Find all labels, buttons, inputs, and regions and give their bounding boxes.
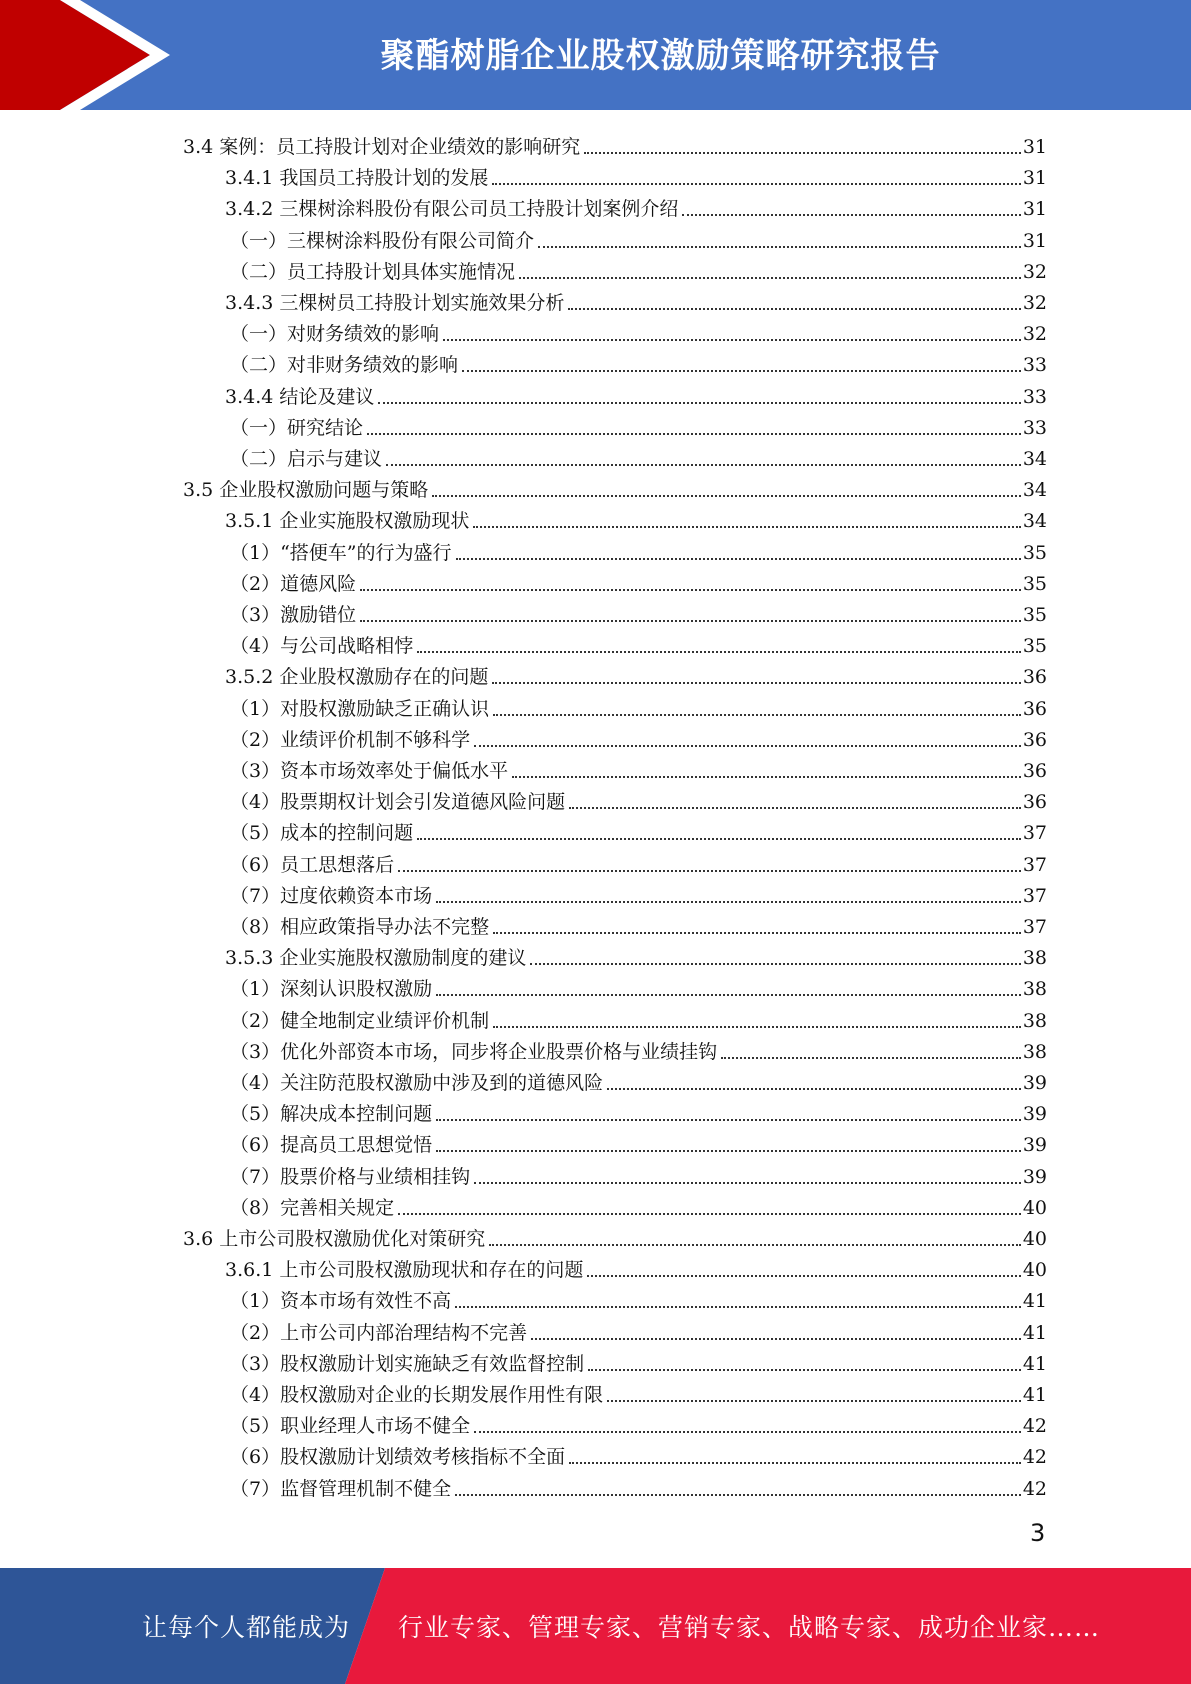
- toc-entry-title: （5）职业经理人市场不健全: [230, 1415, 471, 1438]
- toc-entry-title: （2）道德风险: [230, 572, 357, 595]
- toc-entry-title: （8）完善相关规定: [230, 1196, 395, 1219]
- toc-entry-page: 34: [1022, 479, 1047, 502]
- toc-entry-page: 33: [1022, 354, 1047, 377]
- toc-entry-page: 41: [1022, 1321, 1047, 1344]
- toc-entry[interactable]: [230, 783, 1047, 814]
- toc-entry-title: （4）股票期权计划会引发道德风险问题: [230, 791, 566, 814]
- toc-entry[interactable]: [230, 877, 1047, 908]
- toc-entry-page: 39: [1022, 1134, 1047, 1157]
- toc-dot-leader: [474, 1431, 1021, 1433]
- toc-entry-page: 31: [1022, 167, 1047, 190]
- toc-entry[interactable]: [230, 814, 1047, 845]
- toc-entry[interactable]: [230, 1002, 1047, 1033]
- page-number: 3: [1030, 1519, 1046, 1547]
- toc-entry[interactable]: [230, 690, 1047, 721]
- toc-entry[interactable]: [230, 752, 1047, 783]
- toc-dot-leader: [531, 1338, 1021, 1340]
- toc-entry-page: 35: [1022, 572, 1047, 595]
- toc-dot-leader: [607, 1088, 1021, 1090]
- toc-entry-page: 42: [1022, 1415, 1047, 1438]
- toc-entry-title: （1）资本市场有效性不高: [230, 1290, 452, 1313]
- toc-entry-title: 3.4.1 我国员工持股计划的发展: [225, 167, 489, 190]
- toc-entry-title: （3）优化外部资本市场，同步将企业股票价格与业绩挂钩: [230, 1040, 718, 1063]
- toc-entry[interactable]: [230, 1438, 1047, 1469]
- toc-entry[interactable]: [230, 908, 1047, 939]
- toc-dot-leader: [436, 901, 1021, 903]
- toc-dot-leader: [360, 620, 1021, 622]
- toc-entry[interactable]: [230, 346, 1047, 377]
- toc-entry-page: 39: [1022, 1103, 1047, 1126]
- toc-entry[interactable]: [230, 1282, 1047, 1313]
- toc-dot-leader: [455, 1494, 1021, 1496]
- toc-entry-title: 3.4.3 三棵树员工持股计划实施效果分析: [225, 292, 565, 314]
- toc-entry-page: 37: [1022, 853, 1047, 876]
- toc-dot-leader: [367, 433, 1021, 435]
- toc-entry-page: 33: [1022, 385, 1047, 408]
- toc-entry-title: 3.5.1 企业实施股权激励现状: [225, 510, 470, 533]
- toc-dot-leader: [682, 214, 1020, 216]
- toc-entry-title: （1）对股权激励缺乏正确认识: [230, 697, 490, 720]
- toc-dot-leader: [721, 1057, 1021, 1059]
- toc-dot-leader: [519, 277, 1021, 279]
- toc-entry-page: 38: [1022, 1009, 1047, 1032]
- toc-entry[interactable]: [230, 440, 1047, 471]
- toc-entry-page: 38: [1022, 978, 1047, 1001]
- toc-dot-leader: [398, 1213, 1021, 1215]
- toc-entry[interactable]: [230, 1345, 1047, 1376]
- toc-dot-leader: [473, 526, 1020, 528]
- toc-entry-title: 3.6.1 上市公司股权激励现状和存在的问题: [225, 1259, 584, 1282]
- toc-entry-title: （一）对财务绩效的影响: [230, 323, 440, 346]
- toc-entry-title: （一）三棵树涂料股份有限公司简介: [230, 229, 535, 252]
- toc-dot-leader: [569, 1462, 1021, 1464]
- toc-entry[interactable]: [230, 627, 1047, 658]
- toc-entry[interactable]: [230, 721, 1047, 752]
- toc-dot-leader: [492, 682, 1020, 684]
- toc-dot-leader: [492, 183, 1020, 185]
- toc-dot-leader: [436, 994, 1021, 996]
- toc-entry[interactable]: [225, 1251, 1047, 1282]
- toc-entry[interactable]: [230, 1314, 1047, 1345]
- toc-dot-leader: [493, 714, 1021, 716]
- toc-entry-page: 34: [1022, 448, 1047, 470]
- toc-entry-title: （二）员工持股计划具体实施情况: [230, 260, 516, 283]
- toc-entry[interactable]: [230, 565, 1047, 596]
- toc-entry[interactable]: [230, 1376, 1047, 1407]
- toc-dot-leader: [538, 246, 1021, 248]
- toc-entry-title: 3.5.3 企业实施股权激励制度的建议: [225, 947, 527, 970]
- toc-dot-leader: [493, 1026, 1021, 1028]
- toc-entry-page: 31: [1022, 198, 1047, 221]
- toc-entry-title: （1）“搭便车”的行为盛行: [230, 541, 452, 564]
- toc-entry-page: 36: [1022, 666, 1047, 689]
- toc-dot-leader: [588, 1369, 1021, 1371]
- toc-entry[interactable]: [230, 222, 1047, 253]
- footer-banner: [0, 1568, 1191, 1684]
- toc-entry-page: 39: [1022, 1165, 1047, 1188]
- toc-entry-page: 35: [1022, 604, 1047, 626]
- toc-entry-title: （6）股权激励计划绩效考核指标不全面: [230, 1446, 566, 1469]
- toc-entry-page: 39: [1022, 1072, 1047, 1094]
- toc-entry-page: 34: [1022, 510, 1047, 533]
- toc-entry-page: 36: [1022, 697, 1047, 720]
- toc-entry-page: 40: [1022, 1228, 1047, 1250]
- toc-dot-leader: [489, 1244, 1021, 1246]
- toc-entry-page: 37: [1022, 916, 1047, 938]
- toc-entry[interactable]: [230, 534, 1047, 565]
- toc-dot-leader: [417, 838, 1021, 840]
- toc-entry-page: 40: [1022, 1196, 1047, 1219]
- toc-entry-page: 38: [1022, 1040, 1047, 1063]
- toc-entry-title: （7）过度依赖资本市场: [230, 884, 433, 907]
- toc-entry-title: （一）研究结论: [230, 416, 364, 439]
- toc-entry-title: （1）深刻认识股权激励: [230, 978, 433, 1001]
- report-title: 聚酯树脂企业股权激励策略研究报告: [380, 36, 941, 76]
- toc-entry-page: 42: [1022, 1477, 1047, 1500]
- toc-dot-leader: [386, 464, 1021, 466]
- toc-entry[interactable]: [183, 128, 1047, 159]
- toc-entry[interactable]: [225, 939, 1047, 970]
- toc-dot-leader: [436, 1150, 1021, 1152]
- toc-entry-page: 38: [1022, 947, 1047, 970]
- toc-entry[interactable]: [230, 970, 1047, 1001]
- toc-entry[interactable]: [225, 190, 1047, 221]
- toc-entry[interactable]: [230, 1064, 1047, 1095]
- toc-entry-page: 40: [1022, 1259, 1047, 1282]
- toc-entry-title: （二）对非财务绩效的影响: [230, 354, 459, 377]
- toc-entry-page: 35: [1022, 635, 1047, 658]
- toc-entry[interactable]: [230, 1095, 1047, 1126]
- toc-entry-page: 31: [1022, 229, 1047, 252]
- toc-entry[interactable]: [230, 315, 1047, 346]
- toc-entry-title: 3.6 上市公司股权激励优化对策研究: [183, 1228, 486, 1250]
- toc-entry[interactable]: [183, 1220, 1047, 1251]
- toc-entry-title: （2）上市公司内部治理结构不完善: [230, 1321, 528, 1344]
- toc-entry-title: （4）与公司战略相悖: [230, 635, 414, 658]
- toc-entry[interactable]: [183, 471, 1047, 502]
- toc-entry-title: （4）关注防范股权激励中涉及到的道德风险: [230, 1072, 604, 1094]
- toc-entry[interactable]: [230, 253, 1047, 284]
- toc-dot-leader: [360, 589, 1021, 591]
- toc-dot-leader: [462, 370, 1021, 372]
- toc-dot-leader: [530, 963, 1020, 965]
- toc-dot-leader: [432, 495, 1021, 497]
- toc-dot-leader: [443, 339, 1021, 341]
- toc-entry[interactable]: [225, 502, 1047, 533]
- toc-entry-title: （3）资本市场效率处于偏低水平: [230, 760, 509, 782]
- toc-dot-leader: [569, 807, 1021, 809]
- toc-entry-title: （2）健全地制定业绩评价机制: [230, 1009, 490, 1032]
- toc-entry[interactable]: [225, 378, 1047, 409]
- toc-dot-leader: [378, 402, 1020, 404]
- toc-entry-title: 3.5.2 企业股权激励存在的问题: [225, 666, 489, 689]
- toc-entry-title: （3）激励错位: [230, 604, 357, 626]
- toc-entry-title: 3.5 企业股权激励问题与策略: [183, 479, 429, 502]
- toc-dot-leader: [455, 1306, 1021, 1308]
- footer-slogan-left: 让每个人都能成为: [142, 1613, 351, 1642]
- toc-entry-title: 3.4.2 三棵树涂料股份有限公司员工持股计划案例介绍: [225, 198, 679, 221]
- toc-entry-title: （8）相应政策指导办法不完整: [230, 916, 490, 938]
- toc-entry-page: 31: [1022, 136, 1047, 158]
- toc-entry-title: （5）解决成本控制问题: [230, 1103, 433, 1126]
- toc-entry-title: 3.4.4 结论及建议: [225, 385, 375, 408]
- toc-entry-page: 36: [1022, 728, 1047, 751]
- toc-entry-title: （6）员工思想落后: [230, 853, 395, 876]
- toc-entry-page: 36: [1022, 760, 1047, 782]
- toc-entry[interactable]: [230, 1126, 1047, 1157]
- toc-entry-title: （7）监督管理机制不健全: [230, 1477, 452, 1500]
- toc-dot-leader: [474, 1182, 1021, 1184]
- toc-entry[interactable]: [230, 1033, 1047, 1064]
- toc-entry-title: （2）业绩评价机制不够科学: [230, 728, 471, 751]
- toc-dot-leader: [456, 558, 1021, 560]
- toc-entry-page: 33: [1022, 416, 1047, 439]
- toc-entry[interactable]: [230, 1158, 1047, 1189]
- toc-entry[interactable]: [225, 658, 1047, 689]
- toc-entry[interactable]: [230, 1470, 1047, 1501]
- toc-entry[interactable]: [230, 596, 1047, 627]
- toc-dot-leader: [587, 1275, 1020, 1277]
- toc-entry[interactable]: [225, 159, 1047, 190]
- toc-entry-page: 41: [1022, 1352, 1047, 1375]
- toc-entry-title: 3.4 案例：员工持股计划对企业绩效的影响研究: [183, 136, 581, 158]
- toc-entry-title: （6）提高员工思想觉悟: [230, 1134, 433, 1157]
- toc-entry-title: （5）成本的控制问题: [230, 822, 414, 845]
- toc-entry[interactable]: [225, 284, 1047, 315]
- toc-entry-page: 32: [1022, 260, 1047, 283]
- toc-entry[interactable]: [230, 1407, 1047, 1438]
- toc-entry-page: 41: [1022, 1384, 1047, 1406]
- toc-dot-leader: [398, 870, 1021, 872]
- toc-dot-leader: [512, 776, 1021, 778]
- toc-entry-title: （7）股票价格与业绩相挂钩: [230, 1165, 471, 1188]
- toc-entry[interactable]: [230, 409, 1047, 440]
- toc-entry-page: 35: [1022, 541, 1047, 564]
- toc-dot-leader: [607, 1400, 1021, 1402]
- toc-entry-page: 37: [1022, 822, 1047, 845]
- toc-entry-page: 32: [1022, 323, 1047, 346]
- toc-dot-leader: [493, 932, 1021, 934]
- toc-dot-leader: [584, 152, 1021, 154]
- toc-entry-title: （二）启示与建议: [230, 448, 383, 470]
- toc-dot-leader: [568, 308, 1020, 310]
- toc-entry-title: （4）股权激励对企业的长期发展作用性有限: [230, 1384, 604, 1406]
- toc-entry-page: 32: [1022, 292, 1047, 314]
- toc-entry[interactable]: [230, 1189, 1047, 1220]
- toc-entry-page: 36: [1022, 791, 1047, 814]
- toc-entry-page: 42: [1022, 1446, 1047, 1469]
- toc-dot-leader: [417, 651, 1021, 653]
- toc-entry[interactable]: [230, 846, 1047, 877]
- toc-entry-page: 37: [1022, 884, 1047, 907]
- toc-entry-title: （3）股权激励计划实施缺乏有效监督控制: [230, 1352, 585, 1375]
- header-banner: [0, 0, 1191, 110]
- footer-slogan-right: 行业专家、管理专家、营销专家、战略专家、成功企业家……: [398, 1613, 1101, 1642]
- toc-dot-leader: [474, 745, 1021, 747]
- toc-dot-leader: [436, 1119, 1021, 1121]
- toc-entry-page: 41: [1022, 1290, 1047, 1313]
